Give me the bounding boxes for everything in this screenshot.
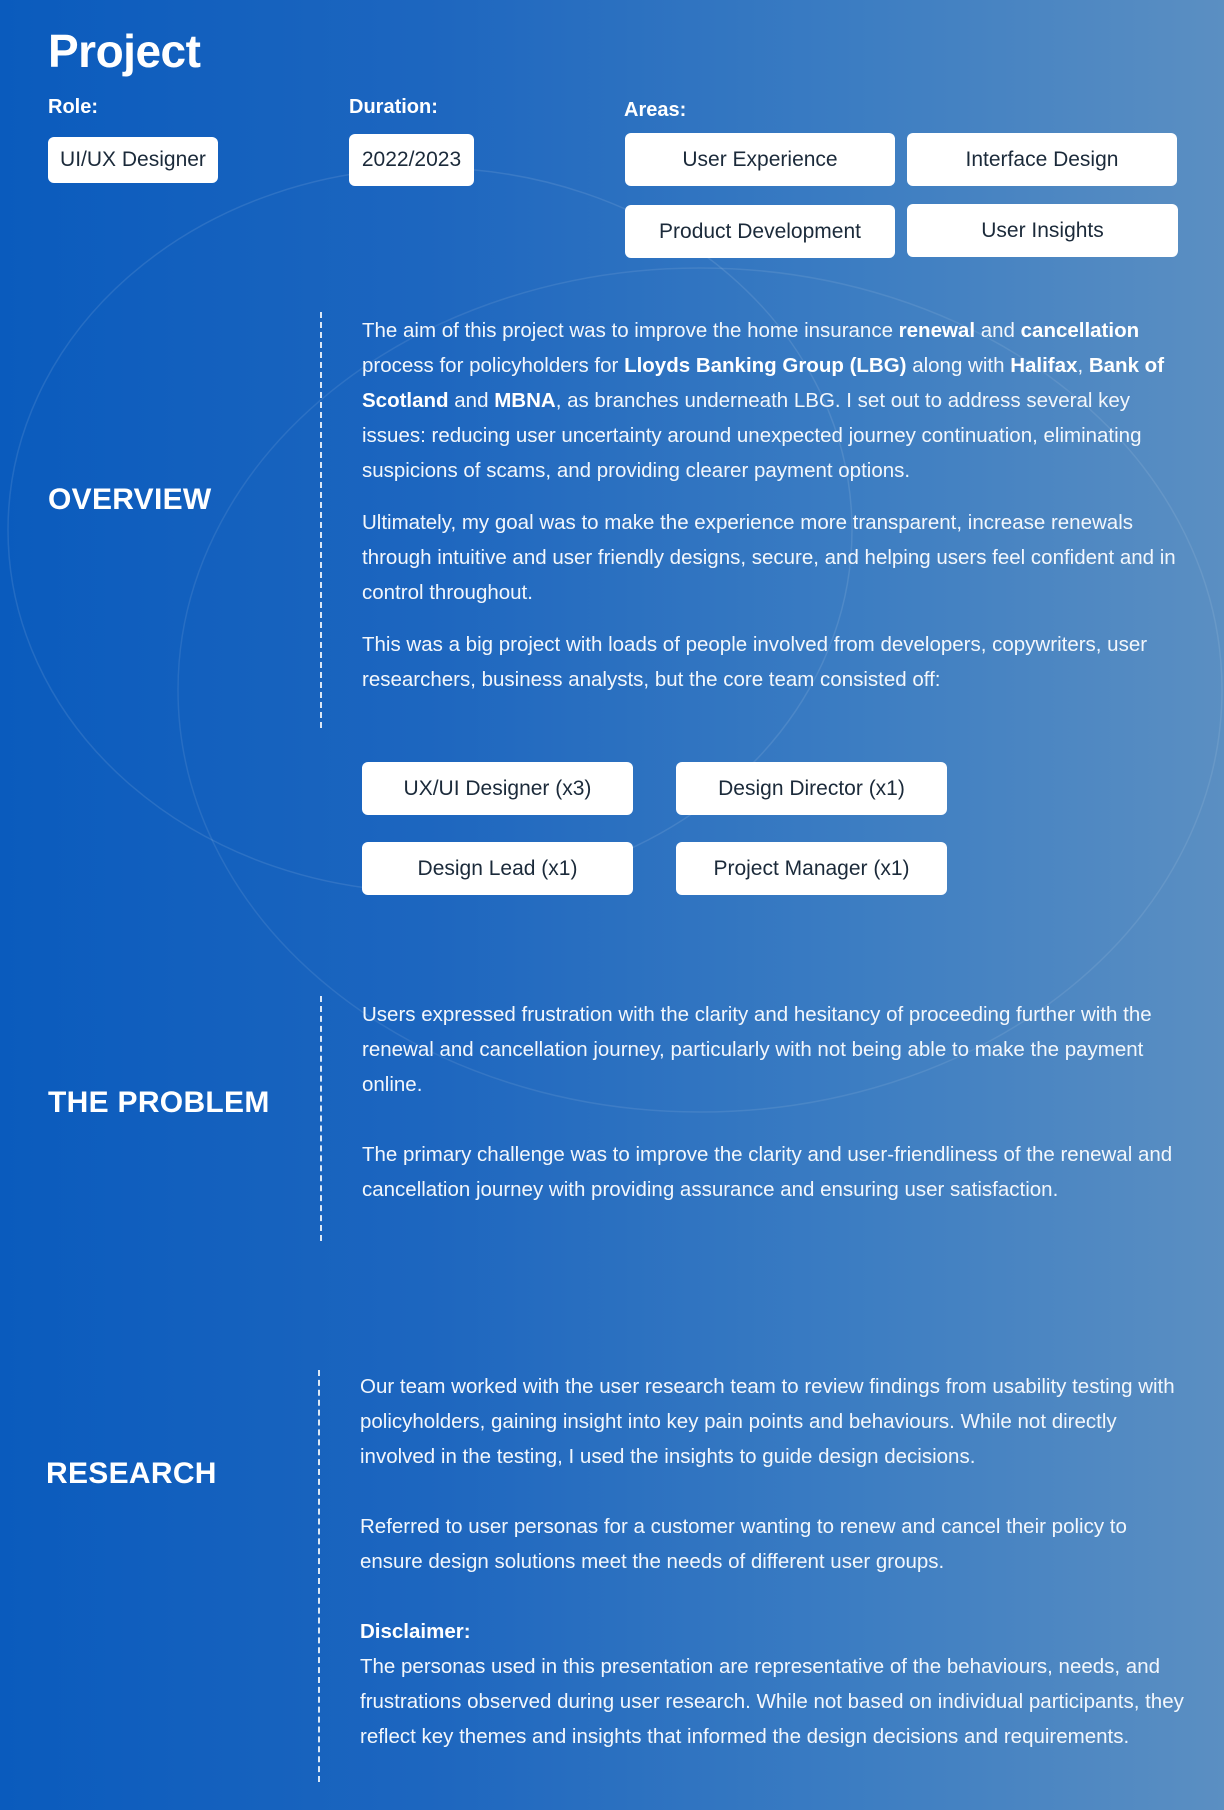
overview-paragraph-2: Ultimately, my goal was to make the experience more transparent, increase renewals through intuitive and user friendly designs, secure, and helping users feel confident and in control throughout.: [362, 511, 1176, 604]
team-chip-design-director: Design Director (x1): [676, 762, 947, 815]
overview-paragraph-1: The aim of this project was to improve the home insurance renewal and cancellation process for policyholders for Lloyds Banking Group (LBG) along with Halifax, Bank of Scotland and MBNA, as branches underneath LBG. I set out to address several key issues: reducing user uncertainty around unexpected journey continuation, eliminating suspicions of scams, and providing clearer payment options.: [362, 319, 1165, 482]
problem-text: [362, 997, 1182, 1207]
duration-chip: 2022/2023: [349, 134, 474, 186]
overview-divider: [320, 312, 322, 728]
problem-paragraph-1: Users expressed frustration with the clarity and hesitancy of proceeding further with the renewal and cancellation journey, particularly with not being able to make the payment online.: [362, 1003, 1152, 1096]
role-label: Role:: [48, 96, 98, 118]
research-divider: [318, 1370, 320, 1782]
page-title: Project: [48, 25, 201, 77]
research-text: [360, 1369, 1188, 1754]
research-paragraph-1: Our team worked with the user research team to review findings from usability testing with policyholders, gaining insight into key pain points and behaviours. While not directly involved in the testing, I used the insights to guide design decisions.: [360, 1375, 1175, 1468]
role-chip: UI/UX Designer: [48, 137, 218, 183]
overview-paragraph-3: This was a big project with loads of people involved from developers, copywriters, user researchers, business analysts, but the core team consisted off:: [362, 633, 1148, 691]
disclaimer-title: Disclaimer:: [360, 1620, 471, 1643]
area-chip-user-insights: User Insights: [907, 204, 1178, 257]
disclaimer-text: The personas used in this presentation are representative of the behaviours, needs, and frustrations observed during user research. While not based on individual participants, they reflect key themes and insights that informed the design decisions and requirements.: [360, 1655, 1184, 1748]
areas-label: Areas:: [624, 99, 687, 121]
problem-divider: [320, 996, 322, 1241]
problem-heading: THE PROBLEM: [48, 1086, 270, 1119]
team-chip-project-manager: Project Manager (x1): [676, 842, 947, 895]
research-disclaimer: [360, 1614, 1188, 1754]
area-chip-user-experience: User Experience: [625, 133, 895, 186]
team-chip-uxui-designer: UX/UI Designer (x3): [362, 762, 633, 815]
duration-label: Duration:: [349, 96, 438, 118]
area-chip-interface-design: Interface Design: [907, 133, 1177, 186]
research-paragraph-2: Referred to user personas for a customer wanting to renew and cancel their policy to ensure design solutions meet the needs of different user groups.: [360, 1515, 1127, 1573]
overview-text: [362, 313, 1182, 697]
team-chip-design-lead: Design Lead (x1): [362, 842, 633, 895]
research-heading: RESEARCH: [46, 1457, 217, 1490]
overview-heading: OVERVIEW: [48, 483, 212, 516]
problem-paragraph-2: The primary challenge was to improve the clarity and user-friendliness of the renewal and cancellation journey with providing assurance and ensuring user satisfaction.: [362, 1143, 1173, 1201]
area-chip-product-development: Product Development: [625, 205, 895, 258]
